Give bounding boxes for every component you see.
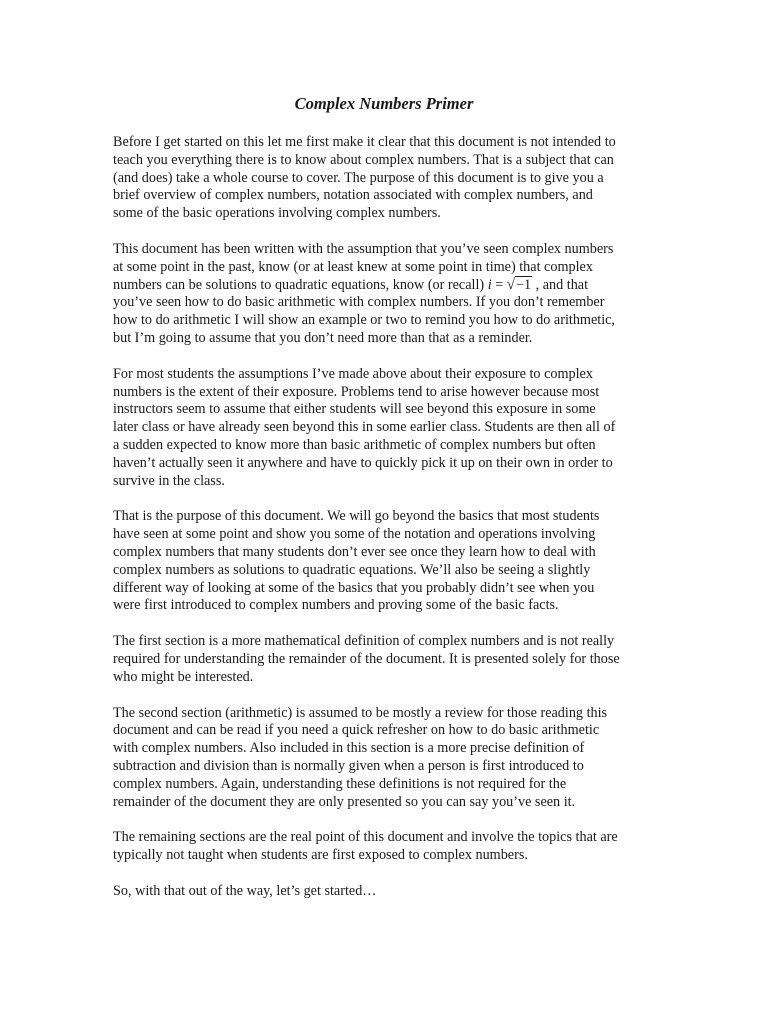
text-line: brief overview of complex numbers, notation associated with complex numbers, and (113, 187, 593, 204)
text-line: document and can be read if you need a quick refresher on how to do basic arithmetic (113, 722, 600, 739)
text-line: subtraction and division than is normally given when a person is first introduced to (113, 757, 584, 774)
paragraph-purpose (113, 508, 661, 615)
paragraph-intro (113, 134, 661, 223)
text-line: (and does) take a whole course to cover. The purpose of this document is to give you a (113, 169, 604, 186)
text-line: you’ve seen how to do basic arithmetic with complex numbers. If you don’t remember (113, 294, 605, 311)
text-line: remainder of the document they are only presented so you can say you’ve seen it. (113, 793, 576, 810)
math-equals: = (491, 276, 507, 293)
text-line: were first introduced to complex numbers and proving some of the basic facts. (113, 597, 559, 614)
text-line: instructors seem to assume that either students will see beyond this exposure in some (113, 401, 596, 418)
math-variable-i: i (487, 276, 492, 293)
sqrt-symbol: √ (506, 276, 515, 293)
text-line-with-math (113, 277, 661, 295)
text-line: For most students the assumptions I’ve made above about their exposure to complex (113, 365, 593, 382)
text-line: have seen at some point and show you some of the notation and operations involving (113, 526, 596, 543)
text-line: later class or have already seen beyond this in some earlier class. Students are then all of (113, 419, 616, 436)
document-body (113, 134, 661, 919)
paragraph-exposure (113, 366, 661, 491)
text-line: complex numbers. Again, understanding these definitions is not required for the (113, 775, 567, 792)
text-line: Before I get started on this let me first make it clear that this document is not intended to (113, 134, 616, 150)
paragraph-first-section (113, 633, 661, 686)
text-line: required for understanding the remainder of the document. It is presented solely for those (113, 650, 620, 667)
text-line: with complex numbers. Also included in this section is a more precise definition of (113, 740, 585, 757)
text-line: That is the purpose of this document. We will go beyond the basics that most students (113, 508, 600, 525)
paragraph-remaining-sections (113, 829, 661, 865)
text-line: haven’t actually seen it anywhere and have to quickly pick it up on their own in order to (113, 454, 613, 471)
text-line: numbers is the extent of their exposure. Problems tend to arise however because most (113, 383, 600, 400)
document-title: Complex Numbers Primer (294, 94, 474, 113)
text-line: at some point in the past, know (or at least knew at some point in time) that complex (113, 258, 593, 275)
text-line: how to do arithmetic I will show an example or two to remind you how to do arithmetic, (113, 312, 615, 329)
paragraph-closing (113, 883, 661, 901)
text-line: who might be interested. (113, 668, 254, 685)
sqrt-radicand: −1 (515, 276, 532, 293)
text-line: complex numbers as solutions to quadratic equations. We’ll also be seeing a slightly (113, 561, 591, 578)
text-line: The second section (arithmetic) is assumed to be mostly a review for those reading this (113, 704, 608, 721)
equation-i-sqrt-minus-one (488, 277, 532, 293)
text-line: typically not taught when students are first exposed to complex numbers. (113, 847, 528, 864)
text-line: The remaining sections are the real point of this document and involve the topics that are (113, 829, 618, 846)
text-line: complex numbers that many students don’t ever see once they learn how to deal with (113, 543, 596, 560)
text-line: The first section is a more mathematical definition of complex numbers and is not really (113, 633, 615, 650)
text-line: survive in the class. (113, 472, 225, 489)
math-line-suffix: , and that (532, 276, 589, 293)
text-line: but I’m going to assume that you don’t need more than that as a reminder. (113, 329, 533, 346)
square-root (507, 277, 532, 295)
text-line: some of the basic operations involving complex numbers. (113, 205, 441, 222)
text-line: teach you everything there is to know about complex numbers. That is a subject that can (113, 151, 614, 168)
text-line: a sudden expected to know more than basic arithmetic of complex numbers but often (113, 436, 596, 453)
math-line-prefix: numbers can be solutions to quadratic equations, know (or recall) (113, 276, 488, 293)
text-line: So, with that out of the way, let’s get started… (113, 882, 377, 899)
text-line: different way of looking at some of the basics that you probably didn’t see when you (113, 579, 595, 596)
paragraph-assumptions (113, 241, 661, 348)
text-line: This document has been written with the assumption that you’ve seen complex numbers (113, 240, 614, 257)
paragraph-second-section (113, 705, 661, 812)
